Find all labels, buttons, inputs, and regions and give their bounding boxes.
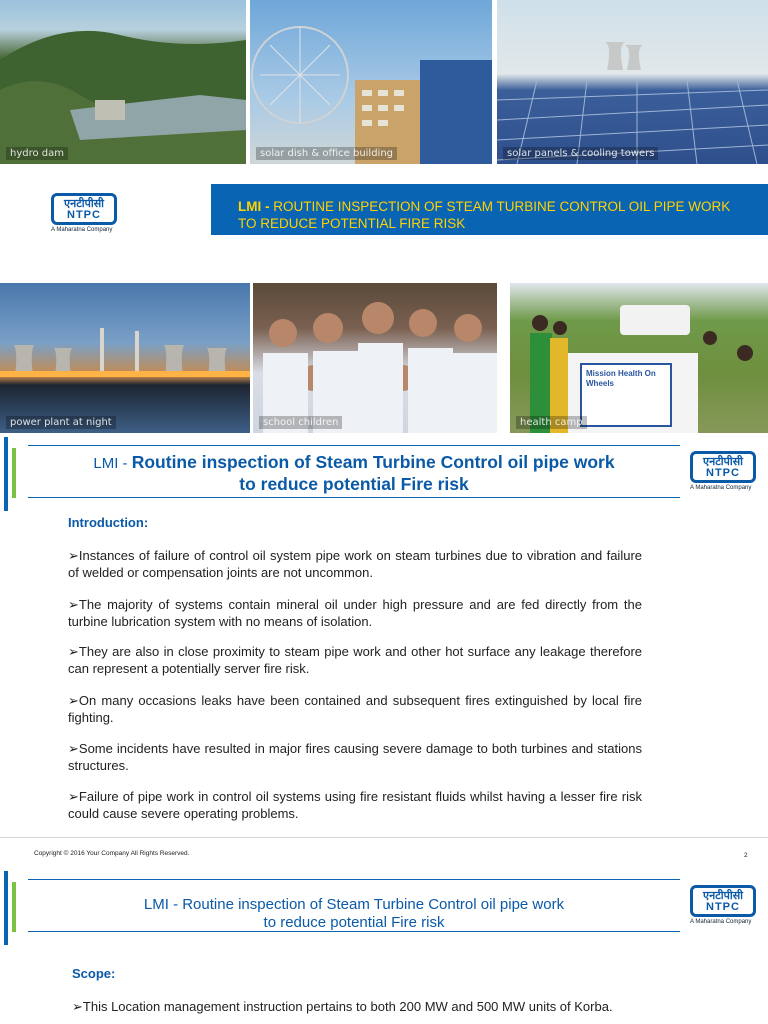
intro-paragraph: ➢The majority of systems contain mineral oil under high pressure and are fed directly from the turbine lubrication system with no means of isolation.	[68, 597, 642, 629]
logo-hindi-text: एनटीपीसी	[703, 455, 743, 468]
photo-health-camp	[510, 283, 768, 433]
ntpc-logo	[690, 451, 756, 491]
slide2-header-rule-top	[28, 445, 680, 446]
intro-paragraph: ➢Instances of failure of control oil system pipe work on steam turbines due to vibration and failure of welded or compensation joints are not uncommon.	[68, 548, 642, 580]
ntpc-logo-mark	[690, 885, 756, 917]
logo-hindi-text: एनटीपीसी	[64, 197, 104, 210]
introduction-heading: Introduction:	[68, 515, 149, 530]
photo-school-children	[253, 283, 497, 433]
slide3-title-line-1: LMI - Routine inspection of Steam Turbine Control oil pipe work	[143, 896, 565, 913]
slide-divider	[0, 837, 768, 838]
slide2-accent-bar-blue	[4, 437, 8, 511]
photo-caption: school children	[259, 416, 342, 429]
photo-solar-panels	[497, 0, 768, 164]
logo-subtitle: A Maharatna Company	[690, 485, 752, 491]
slide3-title-line-2: to reduce potential Fire risk	[263, 914, 445, 931]
health-sign	[580, 363, 672, 427]
scope-paragraph: ➢This Location management instruction pertains to both 200 MW and 500 MW units of Korba.	[72, 999, 613, 1014]
photo-solar-dish-building	[250, 0, 492, 164]
title-banner	[211, 184, 768, 235]
slide3-header-rule-top	[28, 879, 680, 880]
ntpc-logo-mark	[51, 193, 117, 225]
photo-caption: solar panels & cooling towers	[503, 147, 658, 160]
photo-caption: hydro dam	[6, 147, 68, 160]
photo-hydro-dam	[0, 0, 246, 164]
ntpc-logo-mark	[690, 451, 756, 483]
slide3-header-rule-bottom	[28, 931, 680, 932]
slide2-title-line-1	[28, 452, 680, 474]
ntpc-logo	[51, 193, 117, 233]
banner-line-2: TO REDUCE POTENTIAL FIRE RISK	[238, 216, 466, 231]
intro-paragraph: ➢On many occasions leaks have been contained and subsequent fires extinguished by local fire fighting.	[68, 693, 642, 725]
scope-heading: Scope:	[72, 966, 116, 981]
slide2-header-rule-bottom	[28, 497, 680, 498]
logo-hindi-text: एनटीपीसी	[703, 889, 743, 902]
slide2-title-line-2: to reduce potential Fire risk	[239, 474, 469, 494]
intro-paragraph: ➢Some incidents have resulted in major fires causing severe damage to both turbines and stations structures.	[68, 741, 642, 773]
banner-line-1	[238, 199, 730, 214]
intro-paragraph: ➢They are also in close proximity to steam pipe work and other hot surface any leakage therefore can represent a potentially server fire risk.	[68, 644, 642, 676]
photo-caption: solar dish & office building	[256, 147, 397, 160]
photo-caption: health camp	[516, 416, 587, 429]
slide2-accent-bar-green	[12, 448, 16, 498]
health-sign-text: Mission Health On Wheels	[586, 369, 656, 388]
copyright-text: Copyright © 2016 Your Company All Rights Reserved.	[34, 850, 190, 857]
slide2-title	[28, 452, 680, 495]
slide3-title	[28, 896, 680, 932]
logo-english-text: NTPC	[706, 901, 740, 913]
logo-subtitle: A Maharatna Company	[51, 227, 113, 233]
logo-english-text: NTPC	[706, 467, 740, 479]
slide3-accent-bar-green	[12, 882, 16, 932]
slide3-accent-bar-blue	[4, 871, 8, 945]
banner-title: ROUTINE INSPECTION OF STEAM TURBINE CONTROL OIL PIPE WORK	[273, 199, 731, 214]
slide2-title-text: Routine inspection of Steam Turbine Control oil pipe work	[131, 452, 615, 472]
banner-prefix: LMI -	[238, 199, 274, 214]
intro-paragraph: ➢Failure of pipe work in control oil systems using fire resistant fluids whilst having a lesser fire risk could cause severe operating problems.	[68, 789, 642, 821]
photo-caption: power plant at night	[6, 416, 116, 429]
page-number: 2	[744, 852, 748, 859]
slide2-title-prefix: LMI -	[93, 455, 132, 472]
logo-subtitle: A Maharatna Company	[690, 919, 752, 925]
logo-english-text: NTPC	[67, 209, 101, 221]
ntpc-logo	[690, 885, 756, 925]
photo-power-plant-night	[0, 283, 250, 433]
